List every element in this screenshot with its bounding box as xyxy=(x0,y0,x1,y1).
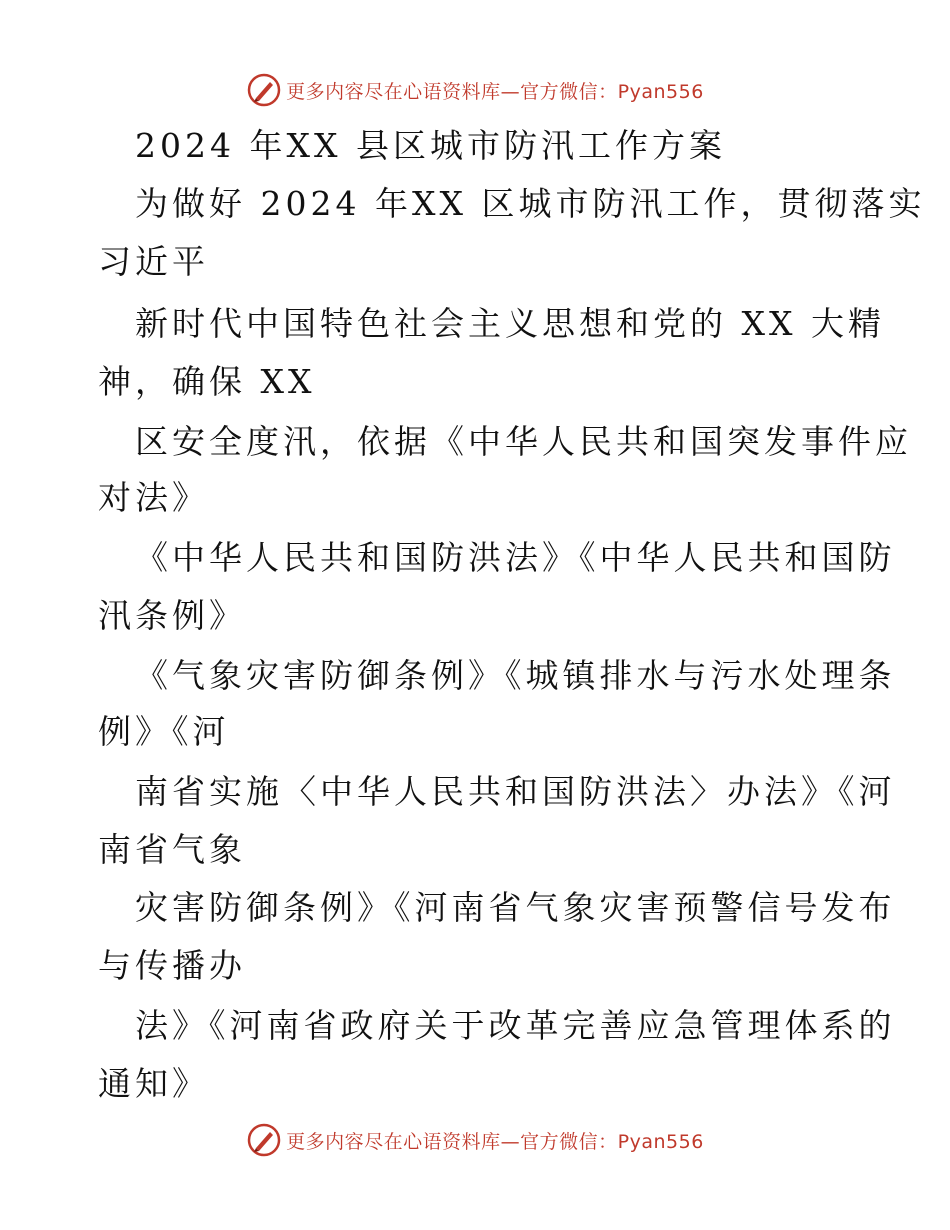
paragraph-line: 法》《河南省政府关于改革完善应急管理体系的 xyxy=(135,1006,896,1045)
paragraph-line: 南省气象 xyxy=(98,830,246,869)
paragraph-line: 南省实施〈中华人民共和国防洪法〉办法》《河 xyxy=(135,772,896,811)
footer-watermark-banner xyxy=(0,1120,950,1160)
pen-logo-icon xyxy=(246,72,282,108)
pen-logo-icon xyxy=(246,1122,282,1158)
paragraph-line: 习近平 xyxy=(98,242,209,281)
paragraph-line: 为做好 2024 年XX 区城市防汛工作，贯彻落实 xyxy=(135,184,926,223)
header-watermark-text: 更多内容尽在心语资料库—官方微信：Pyan556 xyxy=(286,80,704,103)
document-title: 2024 年XX 县区城市防汛工作方案 xyxy=(135,126,726,165)
paragraph-line: 新时代中国特色社会主义思想和党的 XX 大精 xyxy=(135,304,885,343)
paragraph-line: 与传播办 xyxy=(98,946,246,985)
paragraph-line: 区安全度汛，依据《中华人民共和国突发事件应 xyxy=(135,422,912,461)
paragraph-line: 对法》 xyxy=(98,478,209,517)
paragraph-line: 《中华人民共和国防洪法》《中华人民共和国防 xyxy=(135,538,896,577)
paragraph-line: 灾害防御条例》《河南省气象灾害预警信号发布 xyxy=(135,888,896,927)
paragraph-line: 例》《河 xyxy=(98,712,230,751)
header-watermark-banner xyxy=(0,70,950,110)
paragraph-line: 通知》 xyxy=(98,1064,209,1103)
footer-watermark-text: 更多内容尽在心语资料库—官方微信：Pyan556 xyxy=(286,1130,704,1153)
paragraph-line: 《气象灾害防御条例》《城镇排水与污水处理条 xyxy=(135,656,896,695)
paragraph-line: 神，确保 XX xyxy=(98,362,316,401)
paragraph-line: 汛条例》 xyxy=(98,596,246,635)
